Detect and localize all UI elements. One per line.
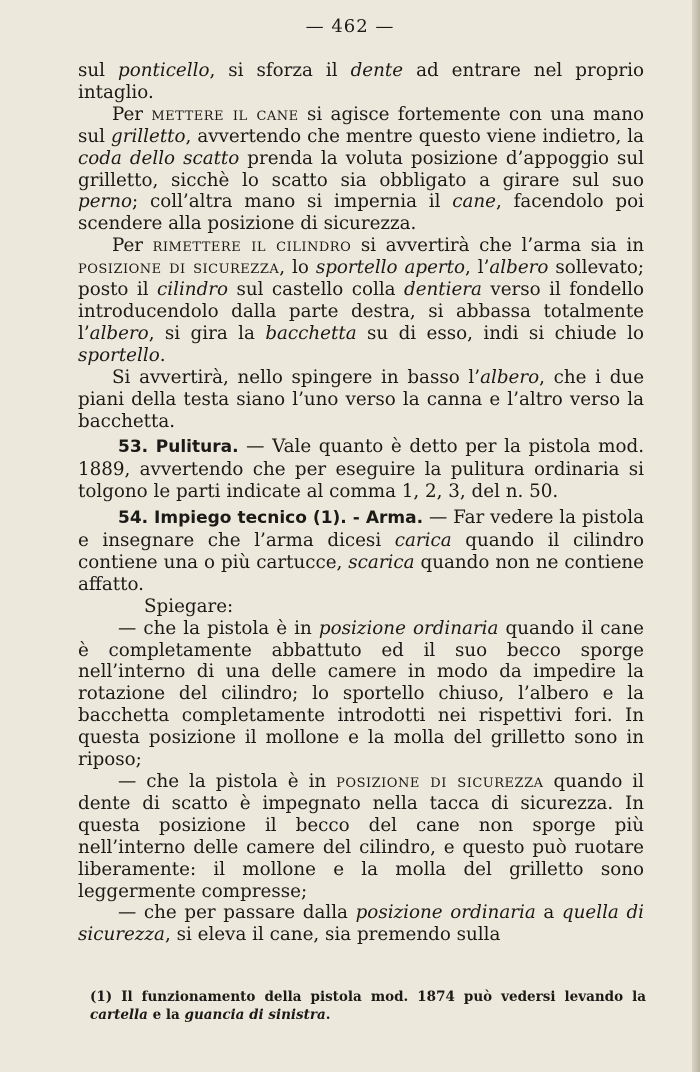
- paragraph-avvertenza: Si avvertirà, nello spingere in basso l’albero, che i due piani della testa siano l’uno verso la canna e l’altro verso la bacchetta.: [78, 366, 645, 432]
- section-title: Impiego tecnico (1). - Arma.: [154, 508, 424, 529]
- list-item-posizione-di-sicurezza: — che la pistola è in posizione di sicurezza quando il dente di scatto è impegnato nella tacca di sicurezza. In questa posizione il becco del cane non sporge più nell’interno delle camere del cilindro, e questo può ruotare liberamente: il mollone e la molla del grilletto sono leggermente compresse;: [78, 771, 644, 902]
- page-number: — 462 —: [305, 16, 395, 37]
- spiegare-label: Spiegare:: [144, 595, 234, 617]
- section-title: Pulitura.: [155, 437, 239, 458]
- list-item-passaggio: — che per passare dalla posizione ordinaria a quella di sicurezza, si eleva il cane, sia premendo sulla: [78, 902, 645, 946]
- paragraph-continuation: sul ponticello, si sforza il dente ad entrare nel proprio intaglio.: [78, 60, 644, 103]
- section-53-pulitura: 53. Pulitura. — Vale quanto è detto per la pistola mod. 1889, avvertendo che per eseguire la pulitura ordinaria si tolgono le parti indicate al comma 1, 2, 3, del n. 50.: [78, 436, 645, 503]
- list-item-posizione-ordinaria: — che la pistola è in posizione ordinaria quando il cane è completamente abbattuto ed il suo becco sporge nell’interno di una delle camere in modo da impedire la rotazione del cilindro; lo sportello chiuso, l’albero e la bacchetta completamente introdotti nei rispettivi fori. In questa posizione il mollone e la molla del grilletto sono in riposo;: [78, 617, 644, 771]
- section-54-impiego-tecnico: 54. Impiego tecnico (1). - Arma. — Far vedere la pistola e insegnare che l’arma dicesi carica quando il cilindro contiene una o più cartucce, scarica quando non ne contiene affatto.: [78, 507, 645, 595]
- paragraph-rimettere-il-cilindro: Per rimettere il cilindro si avvertirà che l’arma sia in posizione di sicurezza, lo sportello aperto, l’albero sollevato; posto il cilindro sul castello colla dentiera verso il fondello introducendolo dalla parte destra, si abbassa totalmente l’albero, si gira la bacchetta su di esso, indi si chiude lo sportello.: [78, 235, 645, 366]
- footnote: (1) Il funzionamento della pistola mod. 1874 può vedersi levando la cartella e la guancia di sinistra.: [90, 989, 646, 1023]
- section-number: 53.: [118, 437, 149, 458]
- section-number: 54.: [118, 508, 149, 529]
- main-text: [78, 60, 644, 946]
- page-edge-shadow: [692, 0, 700, 1072]
- paragraph-mettere-il-cane: Per mettere il cane si agisce fortemente con una mano sul grilletto, avvertendo che mentre questo viene indietro, la coda dello scatto prenda la voluta posizione d’appoggio sul grilletto, sicchè lo scatto sia obbligato a girare sul suo perno; coll’altra mano si impernia il cane, facendolo poi scendere alla posizione di sicurezza.: [78, 103, 644, 235]
